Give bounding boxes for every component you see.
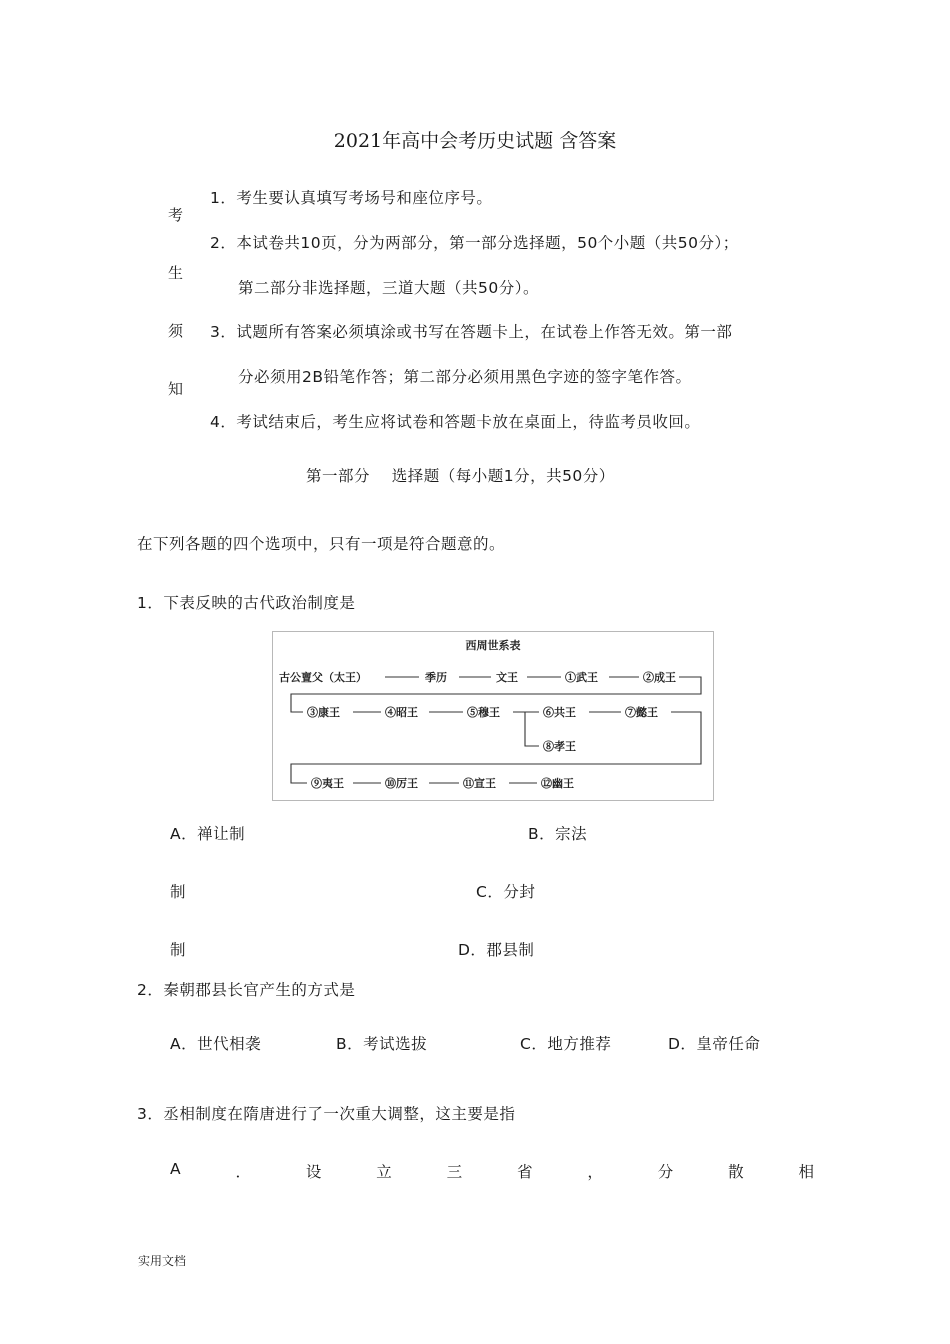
genealogy-node: ①武王 <box>565 671 598 684</box>
instruction-text: 在下列各题的四个选项中，只有一项是符合题意的。 <box>137 535 506 553</box>
genealogy-node: ③康王 <box>307 706 340 719</box>
notice-side-char: 知 <box>168 380 184 398</box>
option-char: 散 <box>728 1163 744 1181</box>
question-2-option: D．皇帝任命 <box>668 1035 761 1053</box>
genealogy-node: ⑦懿王 <box>625 706 658 719</box>
genealogy-node: 文王 <box>496 671 518 684</box>
genealogy-node: ⑧孝王 <box>543 740 576 753</box>
notice-item: 3．试题所有答案必须填涂或书写在答题卡上，在试卷上作答无效。第一部 <box>210 323 733 341</box>
document-title: 2021年高中会考历史试题 含答案 <box>333 130 617 152</box>
question-1-option-d: D．郡县制 <box>458 941 535 959</box>
genealogy-node: ⑩厉王 <box>385 777 418 790</box>
question-1-stem: 1．下表反映的古代政治制度是 <box>137 594 356 612</box>
option-char: A <box>170 1160 181 1178</box>
genealogy-node: ⑨夷王 <box>311 777 344 790</box>
question-2-option: C．地方推荐 <box>520 1035 612 1053</box>
genealogy-node: ⑫幽王 <box>541 777 574 790</box>
question-2-option: A．世代相袭 <box>170 1035 262 1053</box>
question-1-wrap-text: 制 <box>170 883 187 901</box>
genealogy-title: 西周世系表 <box>465 639 521 652</box>
genealogy-node: ④昭王 <box>385 706 418 719</box>
genealogy-node: ⑤穆王 <box>467 706 500 719</box>
genealogy-node: ②成王 <box>643 671 676 684</box>
option-char: 分 <box>657 1163 674 1181</box>
notice-item: 分必须用2B铅笔作答；第二部分必须用黑色字迹的签字笔作答。 <box>238 368 692 386</box>
genealogy-node: ⑥共王 <box>543 706 576 719</box>
notice-side-char: 考 <box>168 206 184 224</box>
page-footer: 实用文档 <box>138 1254 187 1268</box>
notice-item: 2．本试卷共10页，分为两部分，第一部分选择题，50个小题（共50分）； <box>210 234 739 252</box>
question-3-option-a <box>170 1160 814 1182</box>
question-1-option-a: A．禅让制 <box>170 825 246 843</box>
option-char: 设 <box>305 1163 322 1181</box>
notice-item: 1．考生要认真填写考场号和座位序号。 <box>210 189 493 207</box>
genealogy-node: 古公亶父（太王） <box>279 671 367 684</box>
notice-item: 4．考试结束后，考生应将试卷和答题卡放在桌面上，待监考员收回。 <box>210 413 701 431</box>
option-char: 相 <box>798 1163 814 1181</box>
genealogy-node: ⑪宣王 <box>463 777 496 790</box>
question-1-wrap-text: 制 <box>170 941 187 959</box>
option-char: 省 <box>516 1163 533 1181</box>
option-char: ． <box>235 1163 251 1181</box>
question-2-option: B．考试选拔 <box>336 1035 428 1053</box>
question-1-option-b: B．宗法 <box>528 825 588 843</box>
genealogy-connector-lines <box>291 677 701 783</box>
notice-side-char: 生 <box>168 264 184 282</box>
section-heading: 第一部分 选择题（每小题1分，共50分） <box>306 467 615 485</box>
notice-item: 第二部分非选择题，三道大题（共50分）。 <box>238 279 539 297</box>
question-2-stem: 2．秦朝郡县长官产生的方式是 <box>137 981 356 999</box>
option-char: 立 <box>376 1163 392 1181</box>
genealogy-figure <box>272 631 714 801</box>
genealogy-svg <box>273 632 713 800</box>
notice-side-char: 须 <box>168 322 184 340</box>
option-char: ， <box>587 1163 603 1181</box>
question-3-stem: 3．丞相制度在隋唐进行了一次重大调整，这主要是指 <box>137 1105 516 1123</box>
genealogy-node: 季历 <box>425 671 447 684</box>
option-char: 三 <box>446 1163 463 1181</box>
question-1-option-c: C．分封 <box>476 883 536 901</box>
